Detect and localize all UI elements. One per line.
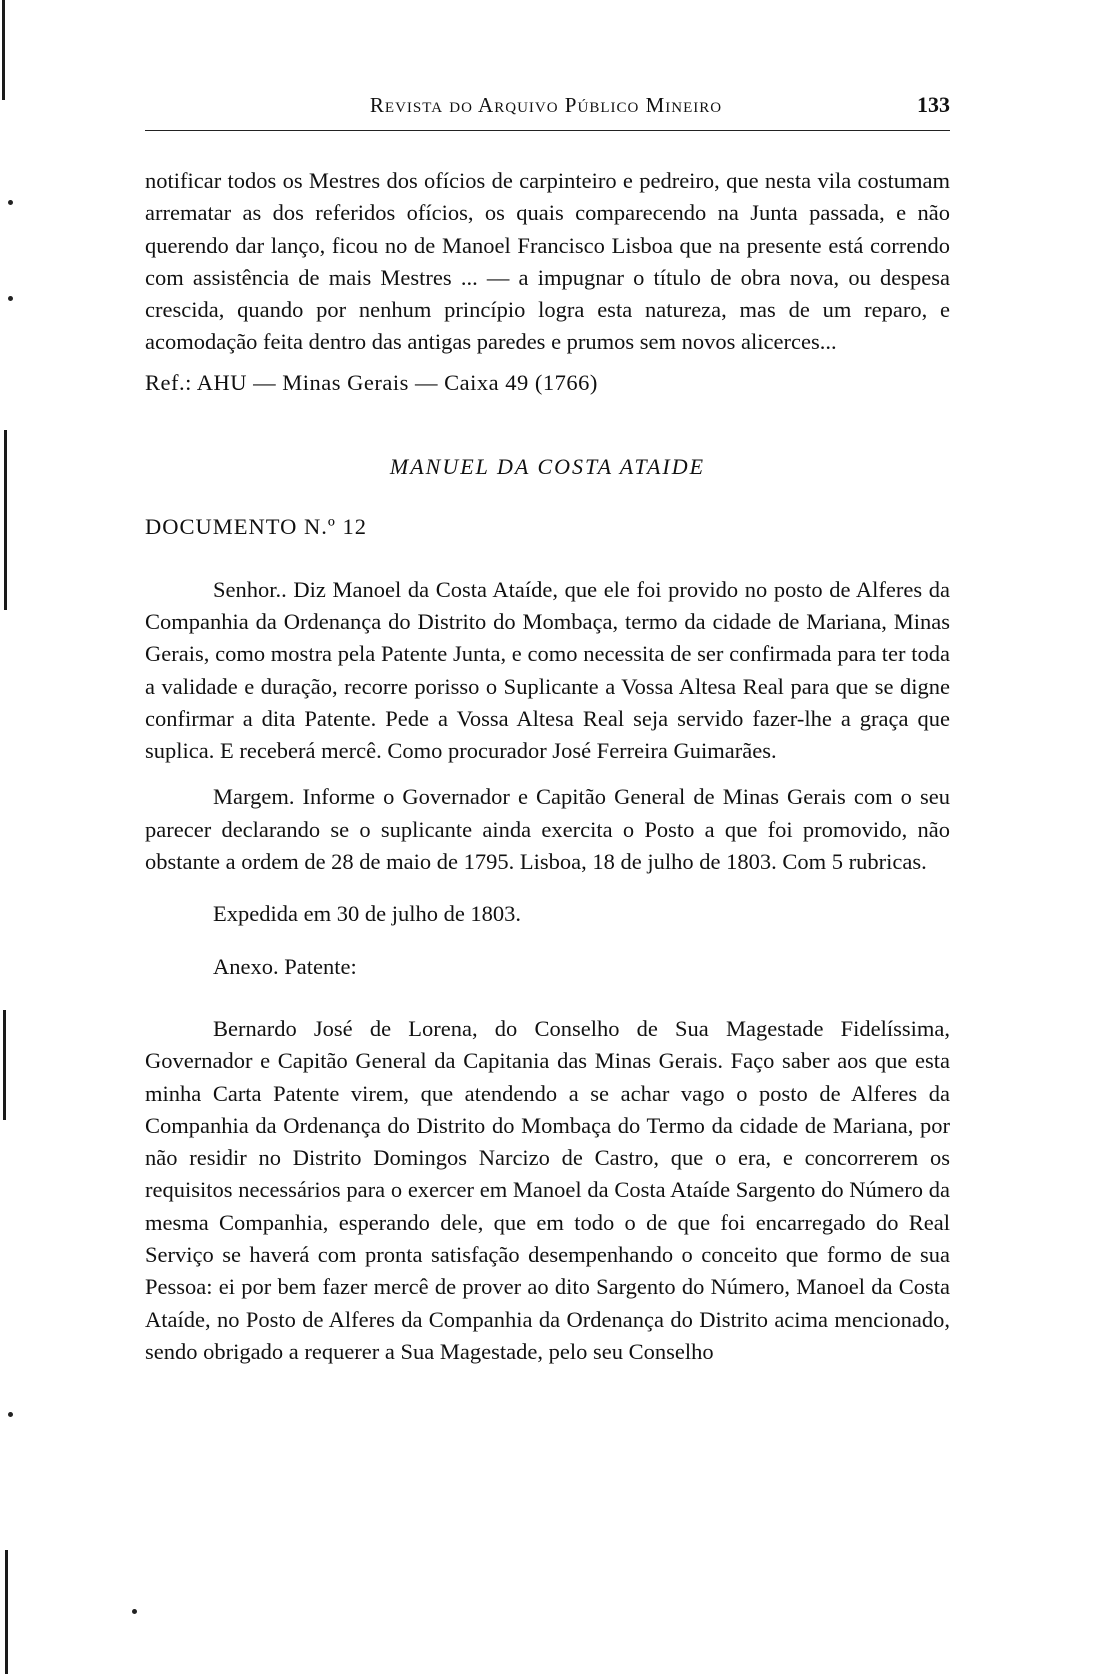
annex-line: Anexo. Patente: [213,953,357,979]
dispatch-line: Expedida em 30 de julho de 1803. [213,901,522,927]
margin-mark [8,200,13,205]
running-head [145,92,950,131]
journal-title: Revista do Arquivo Público Mineiro [369,93,723,117]
page-number: 133 [917,92,950,117]
reference-line: Ref.: AHU — Minas Gerais — Caixa 49 (1766) [145,369,598,395]
section-title: MANUEL DA COSTA ATAIDE [389,454,706,480]
margin-note-paragraph: Margem. Informe o Governador e Capitão General de Minas Gerais com o seu parecer declarando se o suplicante ainda exercita o Posto a que foi promovido, não obstante a ordem de 28 de maio de 1795. Lisboa, 18 de julho de 1803. Com 5 rubricas. [145,784,950,875]
opening-paragraph: notificar todos os Mestres dos ofícios de carpinteiro e pedreiro, que nesta vila costumam arrematar as dos referidos ofícios, os quais comparecendo na Junta passada, e não querendo dar lanço, ficou no de Manoel Francisco Lisboa que na presente está correndo com assistência de mais Mestres ... — a impugnar o título de obra nova, ou despesa crescida, quando por nenhum princípio logra esta natureza, mas de um reparo, e acomodação feita dentro das antigas paredes e prumos sem novos alicerces... [145,168,950,355]
page-body [145,165,950,1368]
margin-mark [8,296,13,301]
scan-left-edge [0,0,16,1674]
margin-mark [8,1412,13,1417]
petition-paragraph: Senhor.. Diz Manoel da Costa Ataíde, que ele foi provido no posto de Alferes da Companhia da Ordenança do Distrito do Mombaça, termo da cidade de Mariana, Minas Gerais, como mostra pela Patente Junta, e como necessita de ser confirmada para ter toda a validade e duração, recorre porisso o Suplicante a Vossa Altesa Real para que se digne confirmar a dita Patente. Pede a Vossa Altesa Real seja servido fazer-lhe a graça que suplica. E receberá mercê. Como procurador José Ferreira Guimarães. [145,576,950,764]
page [145,92,950,1368]
patent-paragraph: Bernardo José de Lorena, do Conselho de Sua Magestade Fidelíssima, Governador e Capitão General da Capitania das Minas Gerais. Faço saber aos que esta minha Carta Patente virem, que atendendo a se achar vago o posto de Alferes da Companhia da Ordenança do Distrito do Mombaça do Termo da cidade de Mariana, por não residir no Distrito Domingos Narcizo de Castro, que o era, e concorrerem os requisitos necessários para o exercer em Manoel da Costa Ataíde Sargento do Número da mesma Companhia, esperando dele, que em todo o de que foi encarregado do Real Serviço se haverá com pronta satisfação desempenhando o conceito que formo de sua Pessoa: ei por bem fazer mercê de prover ao dito Sargento do Número, Manoel da Costa Ataíde, no Posto de Alferes da Companhia da Ordenança do Distrito acima mencionado, sendo obrigado a requerer a Sua Magestade, pelo seu Conselho [145,1015,950,1364]
document-number: DOCUMENTO N.º 12 [145,514,367,540]
margin-mark [132,1609,137,1614]
